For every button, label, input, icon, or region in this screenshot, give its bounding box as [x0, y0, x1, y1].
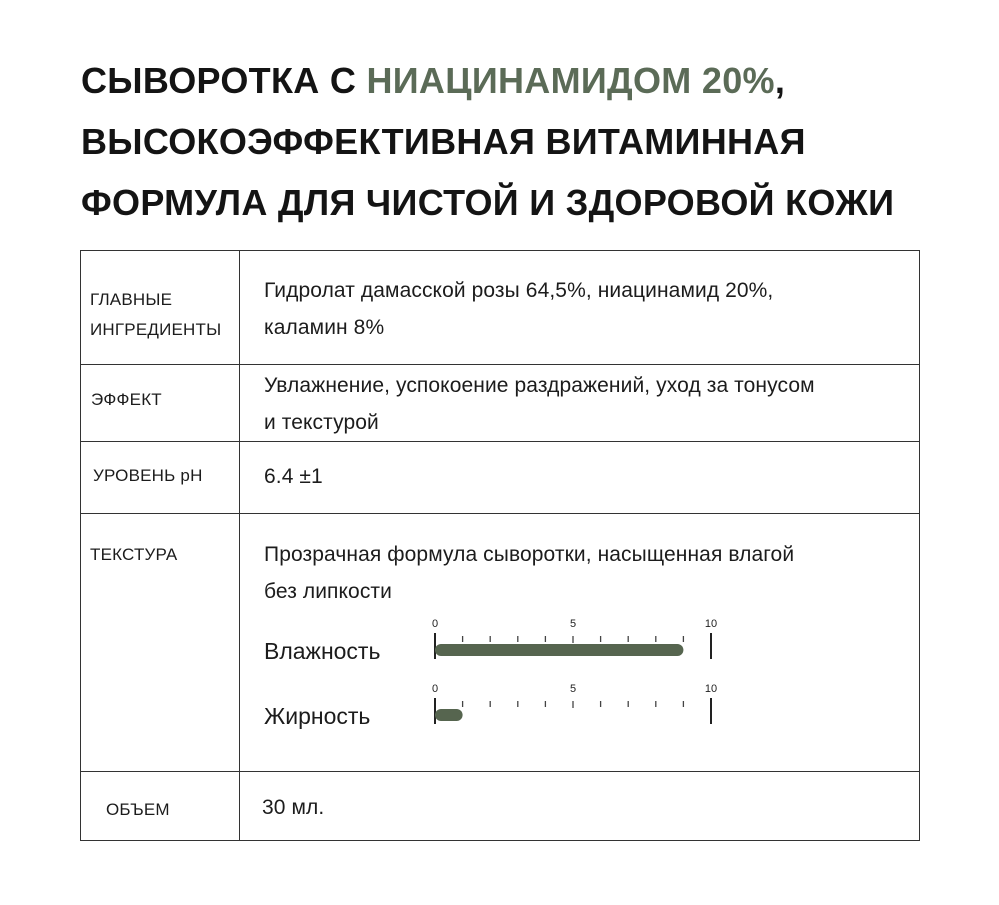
- scale-tick-label: 0: [432, 683, 439, 695]
- title-line-1-start: СЫВОРОТКА С: [81, 60, 367, 101]
- scale-label-moisture: Влажность: [264, 638, 381, 664]
- label-ingredients-line-1: ГЛАВНЫЕ: [90, 290, 173, 309]
- value-ingredients-line-1: Гидролат дамасской розы 64,5%, ниацинамид 20%,: [264, 279, 774, 302]
- scale-tick-label: 5: [569, 618, 577, 630]
- value-ingredients-line-2: каламин 8%: [264, 316, 385, 339]
- label-ingredients: [81, 251, 239, 345]
- label-ph: УРОВЕНЬ pH: [93, 466, 203, 485]
- label-effect: ЭФФЕКТ: [91, 390, 162, 409]
- title-line-1-end: ,: [774, 60, 786, 101]
- value-cell-texture: [240, 514, 920, 772]
- label-cell-volume: [81, 772, 240, 841]
- scale-tick-label: 10: [704, 618, 718, 630]
- row-ingredients: [81, 251, 920, 365]
- value-cell-ingredients: [240, 251, 920, 365]
- label-cell-texture: [81, 514, 240, 772]
- page-title: [81, 50, 961, 233]
- value-ingredients: [240, 251, 919, 346]
- title-line-2: ВЫСОКОЭФФЕКТИВНАЯ ВИТАМИННАЯ: [81, 121, 806, 162]
- row-volume: [81, 772, 920, 841]
- label-ingredients-line-2: ИНГРЕДИЕНТЫ: [90, 320, 222, 339]
- scale-tick-label: 10: [704, 683, 718, 695]
- scale-bar: [435, 709, 463, 721]
- moisture-scale: [430, 616, 730, 672]
- value-effect-line-1: Увлажнение, успокоение раздражений, уход за тонусом: [264, 374, 815, 397]
- value-effect-line-2: и текстурой: [264, 411, 379, 434]
- value-cell-ph: [240, 442, 920, 514]
- title-line-3: ФОРМУЛА ДЛЯ ЧИСТОЙ И ЗДОРОВОЙ КОЖИ: [81, 182, 895, 223]
- scale-label-oiliness: Жирность: [264, 703, 371, 729]
- label-cell-ph: [81, 442, 240, 514]
- label-texture: ТЕКСТУРА: [90, 545, 178, 564]
- value-volume: 30 мл.: [262, 796, 325, 819]
- value-texture: [240, 514, 919, 610]
- value-cell-effect: [240, 365, 920, 442]
- title-line-1: [81, 60, 785, 101]
- label-volume: ОБЪЕМ: [106, 800, 170, 819]
- value-texture-line-2: без липкости: [264, 580, 392, 603]
- scale-bar: [435, 644, 683, 656]
- value-effect: [240, 365, 919, 441]
- row-ph: [81, 442, 920, 514]
- scale-tick-label: 0: [432, 618, 439, 630]
- oiliness-scale: [430, 681, 730, 737]
- title-accent: НИАЦИНАМИДОМ 20%: [366, 60, 775, 101]
- value-ph: 6.4 ±1: [264, 465, 323, 488]
- label-cell-ingredients: [81, 251, 240, 365]
- value-cell-volume: [240, 772, 920, 841]
- texture-scales: [240, 616, 919, 766]
- row-effect: [81, 365, 920, 442]
- label-cell-effect: [81, 365, 240, 442]
- scale-tick-label: 5: [569, 683, 577, 695]
- row-texture: [81, 514, 920, 772]
- value-texture-line-1: Прозрачная формула сыворотки, насыщенная влагой: [264, 543, 795, 566]
- spec-table: [80, 250, 920, 841]
